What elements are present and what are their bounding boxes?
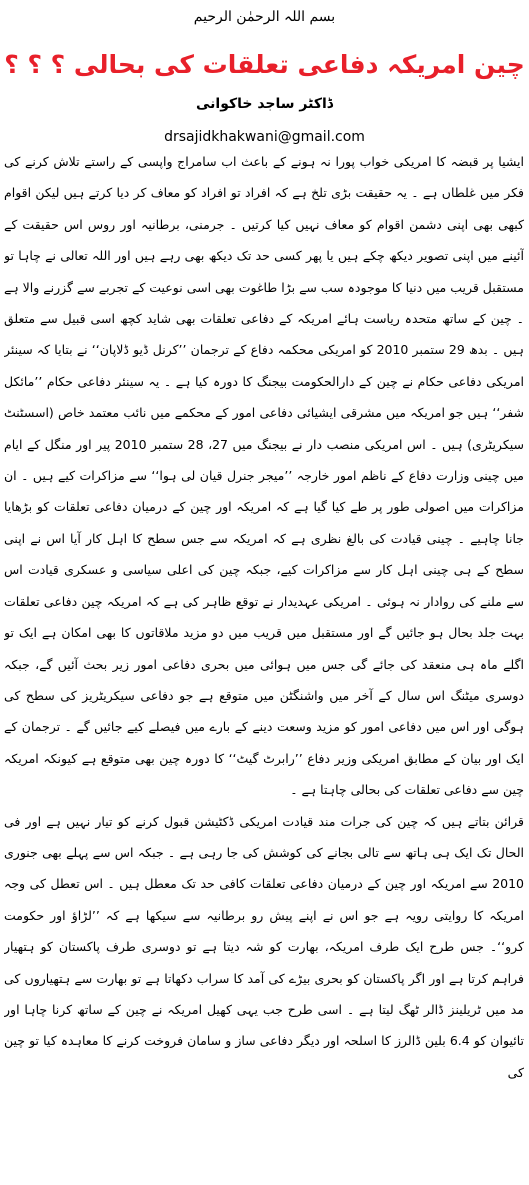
bismillah-header: بسم اللہ الرحمٰن الرحیم [193,9,336,25]
body-paragraph-2: قرائن بتاتے ہیں کہ چین کی جرات مند قیادت امریکی ڈکٹیشن قبول کرنے کو تیار نہیں ہے اور فی الحال تک ایک ہی ہاتھ سے تالی بجانے کی کوشش کی جا رہی ہے ۔ جبکہ اس سے پہلے بھی جنوری 2010 سے امریکہ اور چین کے درمیان دفاعی تعلقات کافی حد تک معطل ہیں ۔ اس تعطل کی وجہ امریکہ کا روایتی رویہ ہے جو اس نے اپنے پیش رو برطانیہ سے سیکھا ہے کہ ’’لڑاؤ اور حکومت کرو‘‘۔ جس طرح ایک طرف امریکہ، بھارت کو شہ دیتا ہے تو دوسری طرف پاکستان کو ہتھیار فراہم کرتا ہے اور اگر پاکستان کو بحری بیڑے کی آمد کا سراب دکھاتا ہے تو بھارت سے ہتھیاروں کی مد میں ٹریلینز ڈالر ٹھگ لیتا ہے ۔ اسی طرح جب یہی کھیل امریکہ نے چین کے ساتھ کرنا چاہا اور تائیوان کو 6.4 بلین ڈالرز کا اسلحہ اور دیگر دفاعی ساز و سامان فروخت کرنے کا معاہدہ کیا تو چین کی [4,813,524,1080]
author-email: drsajidkhakwani@gmail.com [164,129,365,145]
article-body [4,146,524,1182]
author-name: ڈاکٹر ساجد خاکوانی [195,96,334,112]
article-title: چین امریکہ دفاعی تعلقات کی بحالی ؟ ؟ ؟ [4,50,525,79]
body-paragraph-1: ایشیا پر قبضہ کا امریکی خواب پورا نہ ہونے کے باعث اب سامراج واپسی کے راستے تلاش کرنے کی فکر میں غلطاں ہے ۔ یہ حقیقت بڑی تلخ ہے کہ افراد تو افراد کو معاف کر دیا کرتے ہیں لیکن اقوام کبھی بھی اپنی دشمن اقوام کو معاف نہیں کیا کرتیں ۔ جرمنی، برطانیہ اور روس اس حقیقت کے آئینے میں اپنی تصویر دیکھ چکے ہیں یا پھر کسی حد تک دیکھ بھی رہے ہیں اور اللہ تعالی نے چاہا تو مستقبل قریب میں دنیا کا موجودہ سب سے بڑا طاغوت بھی اسی نوعیت کے تجربے سے گزرنے والا ہے ۔ چین کے ساتھ متحدہ ریاست ہائے امریکہ کے دفاعی تعلقات بھی شاید کچھ اسی قبیل سے متعلق ہیں ۔ بدھ 29 ستمبر 2010 کو امریکی محکمہ دفاع کے ترجمان ’’کرنل ڈیو ڈلاپان‘‘ نے بتایا کہ سینئر امریکی دفاعی حکام نے چین کے دارالحکومت بیجنگ کا دورہ کیا ہے ۔ یہ سینئر دفاعی حکام ’’مائکل شفر‘‘ ہیں جو امریکہ میں مشرقی ایشیائی دفاعی امور کے محکمے میں نائب معتمد خاص (اسسٹنٹ سیکریٹری) ہیں ۔ اس امریکی منصب دار نے بیجنگ میں 27، 28 ستمبر 2010 پیر اور منگل کے ایام میں چینی وزارت دفاع کے ناظم امور خارجہ ’’میجر جنرل قیان لی ہوا‘‘ سے مزاکرات کیے ہیں ۔ ان مزاکرات میں اصولی طور پر طے کیا گیا ہے کہ امریکہ اور چین کے درمیان دفاعی تعلقات کو بڑھایا جانا چاہیے ۔ چینی قیادت کی بالغ نظری ہے کہ امریکہ سے جس سطح کا اہل کار آیا اس نے اپنی سطح کے ہی چینی اہل کار سے مزاکرات کیے، جبکہ چین کی اعلی سیاسی و عسکری قیادت اس سے ملنے کی روادار نہ ہوئی ۔ امریکی عہدیدار نے توقع ظاہر کی ہے کہ امریکہ چین دفاعی تعلقات بہت جلد بحال ہو جائیں گے اور مستقبل میں قریب میں دو مزید ملاقاتوں کا بھی امکان ہے ایک تو اگلے ماہ ہی منعقد کی جائے گی جس میں ہوائی میں بحری دفاعی امور زیر بحث آئیں گے، جبکہ دوسری میٹنگ اس سال کے آخر میں واشنگٹن میں متوقع ہے جو دفاعی سیکریٹریز کی سطح کی ہوگی اور اس میں دفاعی امور کو مزید وسعت دینے کے بارے میں فیصلے کیے جائیں گے ۔ ترجمان کے ایک اور بیان کے مطابق امریکی وزیر دفاع ’’رابرٹ گیٹ‘‘ کا دورہ چین بھی متوقع ہے کیونکہ امریکہ چین سے دفاعی تعلقات کی بحالی چاہتا ہے ۔ [4,154,524,798]
